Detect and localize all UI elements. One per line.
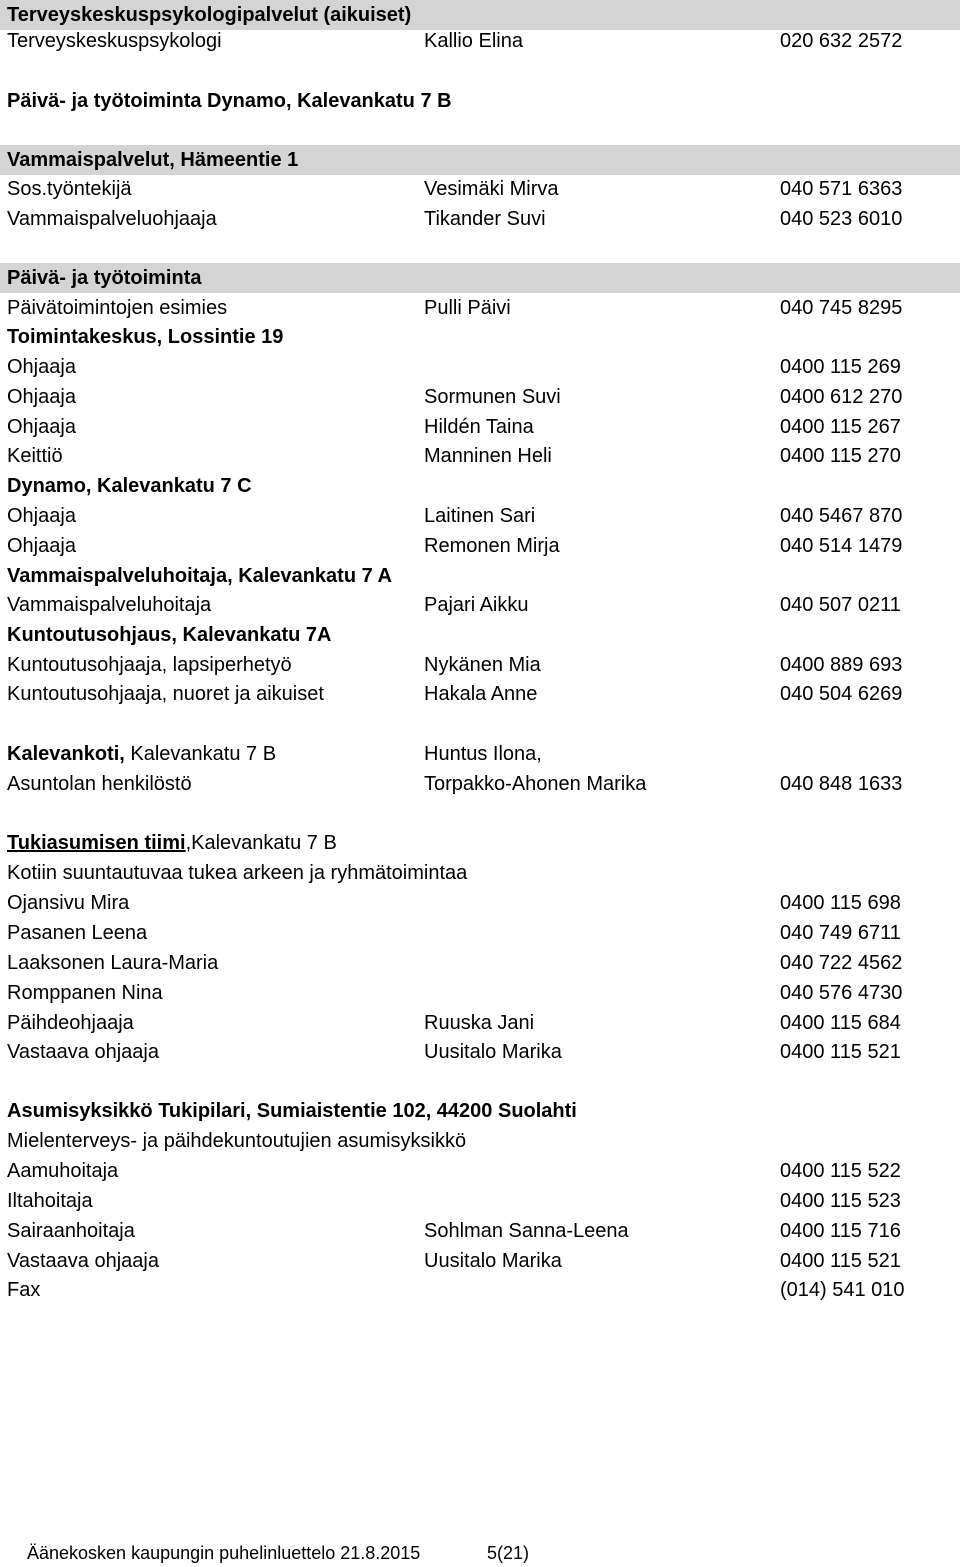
role-label: Ojansivu Mira xyxy=(7,892,130,914)
person-name: Ruuska Jani xyxy=(424,1012,535,1034)
role-label: Vammaispalveluohjaaja xyxy=(7,208,217,230)
phone-number: 0400 115 267 xyxy=(780,416,901,438)
section-title: Päivä- ja työtoiminta Dynamo, Kalevankatu 7 B xyxy=(7,90,452,112)
directory-row xyxy=(0,1037,960,1067)
phone-number: 040 5467 870 xyxy=(780,505,903,527)
section-header xyxy=(0,145,960,175)
directory-row xyxy=(0,978,960,1008)
directory-row xyxy=(0,739,960,769)
directory-row xyxy=(0,679,960,709)
person-name: Huntus Ilona, xyxy=(424,743,542,765)
person-name: Pulli Päivi xyxy=(424,297,511,319)
role-label: Kuntoutusohjaaja, nuoret ja aikuiset xyxy=(7,683,324,705)
directory-row xyxy=(0,1156,960,1186)
section-title: Asumisyksikkö Tukipilari, Sumiaistentie 102, 44200 Suolahti xyxy=(7,1100,577,1122)
directory-row xyxy=(0,204,960,234)
phone-number: 040 523 6010 xyxy=(780,208,903,230)
person-name: Remonen Mirja xyxy=(424,535,560,557)
section-title-address: ,Kalevankatu 7 B xyxy=(185,832,337,854)
role-label: Sairaanhoitaja xyxy=(7,1220,135,1242)
section-title-address: Kalevankatu 7 B xyxy=(124,743,277,765)
phone-number: 040 722 4562 xyxy=(780,952,903,974)
role-label: Ohjaaja xyxy=(7,505,76,527)
person-name: Nykänen Mia xyxy=(424,654,541,676)
phone-number: 0400 115 521 xyxy=(780,1041,901,1063)
phone-number: 0400 115 521 xyxy=(780,1250,901,1272)
directory-row xyxy=(0,590,960,620)
section-header xyxy=(0,561,960,591)
section-title: Toimintakeskus, Lossintie 19 xyxy=(7,326,284,348)
phone-number: 0400 115 269 xyxy=(780,356,901,378)
section-title: Dynamo, Kalevankatu 7 C xyxy=(7,475,252,497)
section-header xyxy=(0,1096,960,1126)
role-label: Ohjaaja xyxy=(7,416,76,438)
phone-number: 040 745 8295 xyxy=(780,297,903,319)
section-header xyxy=(0,620,960,650)
section-title: Terveyskeskuspsykologipalvelut (aikuiset) xyxy=(7,4,412,26)
directory-row xyxy=(0,948,960,978)
phone-number: 0400 115 684 xyxy=(780,1012,901,1034)
section-header xyxy=(0,86,960,116)
person-name: Kallio Elina xyxy=(424,30,523,52)
role-label: Iltahoitaja xyxy=(7,1190,93,1212)
person-name: Uusitalo Marika xyxy=(424,1041,562,1063)
phone-number: 040 848 1633 xyxy=(780,773,903,795)
phone-number: 040 576 4730 xyxy=(780,982,903,1004)
role-label: Ohjaaja xyxy=(7,356,76,378)
section-title xyxy=(7,739,276,769)
person-name: Tikander Suvi xyxy=(424,208,546,230)
person-name: Sohlman Sanna-Leena xyxy=(424,1220,629,1242)
section-title-bold: Kalevankoti, xyxy=(7,743,125,765)
phone-number: 0400 115 698 xyxy=(780,892,901,914)
section-title: Vammaispalvelut, Hämeentie 1 xyxy=(7,149,299,171)
role-label: Fax xyxy=(7,1279,41,1301)
directory-row xyxy=(0,858,960,888)
directory-row xyxy=(0,1126,960,1156)
phone-number: 040 571 6363 xyxy=(780,178,903,200)
role-label: Aamuhoitaja xyxy=(7,1160,119,1182)
directory-row xyxy=(0,1216,960,1246)
directory-row xyxy=(0,293,960,323)
role-label: Romppanen Nina xyxy=(7,982,163,1004)
role-label: Ohjaaja xyxy=(7,535,76,557)
phone-number: 040 507 0211 xyxy=(780,594,901,616)
phone-number: 0400 889 693 xyxy=(780,654,903,676)
role-label: Vastaava ohjaaja xyxy=(7,1250,159,1272)
section-header xyxy=(0,471,960,501)
role-label: Sos.työntekijä xyxy=(7,178,132,200)
phone-number: 0400 115 522 xyxy=(780,1160,901,1182)
section-header xyxy=(0,322,960,352)
person-name: Sormunen Suvi xyxy=(424,386,561,408)
role-label: Asuntolan henkilöstö xyxy=(7,773,192,795)
section-header xyxy=(0,263,960,293)
directory-row xyxy=(0,382,960,412)
directory-row xyxy=(0,918,960,948)
role-label: Keittiö xyxy=(7,445,63,467)
role-label: Ohjaaja xyxy=(7,386,76,408)
directory-row xyxy=(0,888,960,918)
phone-number: 040 504 6269 xyxy=(780,683,903,705)
role-label: Terveyskeskuspsykologi xyxy=(7,30,222,52)
directory-row xyxy=(0,174,960,204)
phone-number: 0400 115 716 xyxy=(780,1220,901,1242)
section-title: Päivä- ja työtoiminta xyxy=(7,267,202,289)
directory-row xyxy=(0,1246,960,1276)
directory-row xyxy=(0,1275,960,1305)
person-name: Torpakko-Ahonen Marika xyxy=(424,773,647,795)
role-label: Päivätoimintojen esimies xyxy=(7,297,228,319)
directory-row xyxy=(0,531,960,561)
role-label: Kuntoutusohjaaja, lapsiperhetyö xyxy=(7,654,292,676)
phone-number: 020 632 2572 xyxy=(780,30,903,52)
role-label: Kotiin suuntautuvaa tukea arkeen ja ryhmätoimintaa xyxy=(7,862,468,884)
section-title-bold: Tukiasumisen tiimi xyxy=(7,832,186,854)
person-name: Pajari Aikku xyxy=(424,594,529,616)
directory-row xyxy=(0,1008,960,1038)
directory-row xyxy=(0,441,960,471)
person-name: Laitinen Sari xyxy=(424,505,536,527)
phone-number: 0400 115 523 xyxy=(780,1190,901,1212)
directory-row xyxy=(0,352,960,382)
directory-row xyxy=(0,501,960,531)
directory-row xyxy=(0,1186,960,1216)
role-label: Pasanen Leena xyxy=(7,922,148,944)
phone-number: 040 514 1479 xyxy=(780,535,903,557)
directory-row xyxy=(0,650,960,680)
section-title: Vammaispalveluhoitaja, Kalevankatu 7 A xyxy=(7,565,392,587)
directory-row xyxy=(0,26,960,56)
role-label: Päihdeohjaaja xyxy=(7,1012,134,1034)
role-label: Vammaispalveluhoitaja xyxy=(7,594,212,616)
section-title xyxy=(7,828,337,858)
directory-row xyxy=(0,412,960,442)
person-name: Vesimäki Mirva xyxy=(424,178,559,200)
person-name: Manninen Heli xyxy=(424,445,552,467)
person-name: Hakala Anne xyxy=(424,683,538,705)
phone-number: 040 749 6711 xyxy=(780,922,901,944)
directory-row xyxy=(0,828,960,858)
person-name: Hildén Taina xyxy=(424,416,534,438)
role-label: Mielenterveys- ja päihdekuntoutujien asumisyksikkö xyxy=(7,1130,467,1152)
phone-number: 0400 115 270 xyxy=(780,445,901,467)
phone-number: 0400 612 270 xyxy=(780,386,903,408)
person-name: Uusitalo Marika xyxy=(424,1250,562,1272)
role-label: Laaksonen Laura-Maria xyxy=(7,952,219,974)
section-title: Kuntoutusohjaus, Kalevankatu 7A xyxy=(7,624,332,646)
phone-number: (014) 541 010 xyxy=(780,1279,905,1301)
footer-title: Äänekosken kaupungin puhelinluettelo 21.8.2015 xyxy=(27,1543,421,1563)
footer-page-number: 5(21) xyxy=(487,1543,530,1563)
role-label: Vastaava ohjaaja xyxy=(7,1041,159,1063)
directory-row xyxy=(0,769,960,799)
